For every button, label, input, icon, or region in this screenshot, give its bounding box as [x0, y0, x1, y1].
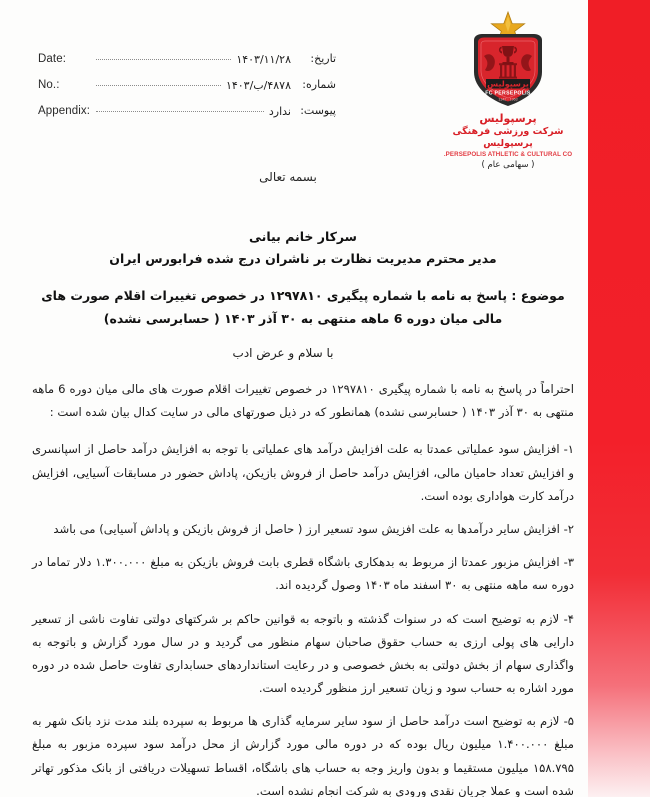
body-item-4: ۴- لازم به توضیح است که در سنوات گذشته و باتوجه به قوانین حاکم بر شرکتهای دولتی تفاوت ناشی از تسعیر دارایی های پولی ارزی به حساب حقوق صاحبان سهام منظور می گردید و در سال مورد گزارش و باتوجه به واگذاری سهام از بخش دولتی به بخش خصوصی و در رعایت استانداردهای حسابداری تفاوت حاصل شده در دوره مورد اشاره به حساب سود و زیان تسعیر ارز منظور گردیده است. — [32, 611, 574, 696]
body-item-5: ۵- لازم به توضیح است درآمد حاصل از سود سایر سرمایه گذاری ها مربوط به سپرده بلند مدت نزد بانک شهر به مبلغ ۱.۴۰۰.۰۰۰ میلیون ریال بوده که در دوره مالی مورد گزارش از محل درآمد سود سپرده مزبور به مبلغ ۱۵۸.۷۹۵ میلیون مستقیما و بدون واریز وجه به حساب های باشگاه، اقساط تسهیلات دریافتی از بانک مذکور تهاتر شده است و عملا جریان نقدی ورودی به شرکت انجام نشده است. — [32, 714, 575, 797]
body-item-3: ۳- افزایش مزبور عمدتا از مربوط به بدهکاری باشگاه قطری بابت فروش بازیکن به مبلغ ۱.۳۰۰.۰۰۰ دلار تماما در دوره سه ماهه منتهی به ۳۰ اسفند ماه ۱۴۰۳ وصول گردیده اند. — [32, 555, 574, 593]
persepolis-crest-icon — [428, 10, 588, 110]
date-value: ۱۴۰۳/۱۱/۲۸ — [236, 53, 291, 66]
letter-body — [0, 170, 588, 797]
number-label-en: No.: — [38, 79, 60, 91]
red-side-stripe — [588, 0, 650, 797]
letterhead-field-number — [38, 78, 338, 104]
letterhead-field-date — [38, 52, 338, 78]
basmala-text: بسمه تعالی — [259, 170, 317, 184]
number-dotted-line — [96, 85, 221, 86]
appendix-label-en: Appendix: — [38, 105, 91, 117]
letterhead-fields — [38, 52, 338, 130]
appendix-value: ندارد — [268, 105, 291, 118]
date-label-en: Date: — [38, 53, 66, 65]
crest-years-text: 1963 - 1342 — [498, 97, 518, 102]
crest-wordmark-text: پرسپولیس — [487, 79, 529, 89]
addressee-name: سرکار خانم بیانی — [249, 229, 357, 244]
body-item-2: ۲- افزایش سایر درآمدها به علت افزیش سود تسعیر ارز ( حاصل از فروش بازیکن و پاداش آسیایی) می باشد — [53, 521, 574, 536]
company-name-en: PERSEPOLIS ATHLETIC & CULTURAL CO. — [443, 150, 573, 158]
company-logo-block — [428, 10, 588, 171]
crest-fc-text: FC PERSEPOLIS — [485, 90, 531, 97]
letterhead-field-appendix — [38, 104, 338, 130]
number-value: ۴۸۷۸/ب/۱۴۰۳ — [225, 79, 291, 92]
addressee-block — [32, 226, 574, 270]
company-type-label: ( سهامی عام ) — [481, 160, 535, 171]
body-item-1: ۱- افزایش سود عملیاتی عمدتا به علت افزایش درآمد های عملیاتی با توجه به افزایش درآمد حاصل از اسپانسری و افزایش تعداد حامیان مالی، افزایش درآمد حاصل از فروش بازیکن، پاداش حضور در مسابقات آسیایی، افزایش درآمد کارت هواداری بوده است. — [32, 442, 574, 503]
date-label-fa: تاریخ: — [310, 52, 336, 65]
date-dotted-line — [96, 59, 231, 60]
company-name-fa-short: پرسپولیس — [479, 112, 537, 125]
greeting-line: با سلام و عرض ادب — [232, 346, 334, 360]
intro-paragraph: احتراماً در پاسخ به نامه با شماره پیگیری ۱۲۹۷۸۱۰ در خصوص تغییرات اقلام صورت های مالی میان دوره 6 ماهه منتهی به ۳۰ آذر ۱۴۰۳ ( حسابرسی نشده) همانطور که در ذیل صورتهای مالی در سایت کدال بیان شده است : — [32, 382, 575, 420]
appendix-label-fa: پیوست: — [300, 104, 336, 117]
addressee-title: مدیر محترم مدیریت نظارت بر ناشران درج شده فرابورس ایران — [109, 250, 497, 266]
company-name-fa-full: شرکت ورزشی فرهنگی پرسپولیس — [452, 125, 564, 149]
company-name-block — [428, 112, 588, 171]
subject-line: موضوع : پاسخ به نامه با شماره پیگیری ۱۲۹۷۸۱۰ در خصوص تغییرات اقلام صورت های مالی میان دوره 6 ماهه منتهی به ۳۰ آذر ۱۴۰۳ ( حسابرسی نشده) — [41, 287, 565, 326]
appendix-dotted-line — [96, 111, 264, 112]
number-label-fa: شماره: — [302, 78, 336, 91]
